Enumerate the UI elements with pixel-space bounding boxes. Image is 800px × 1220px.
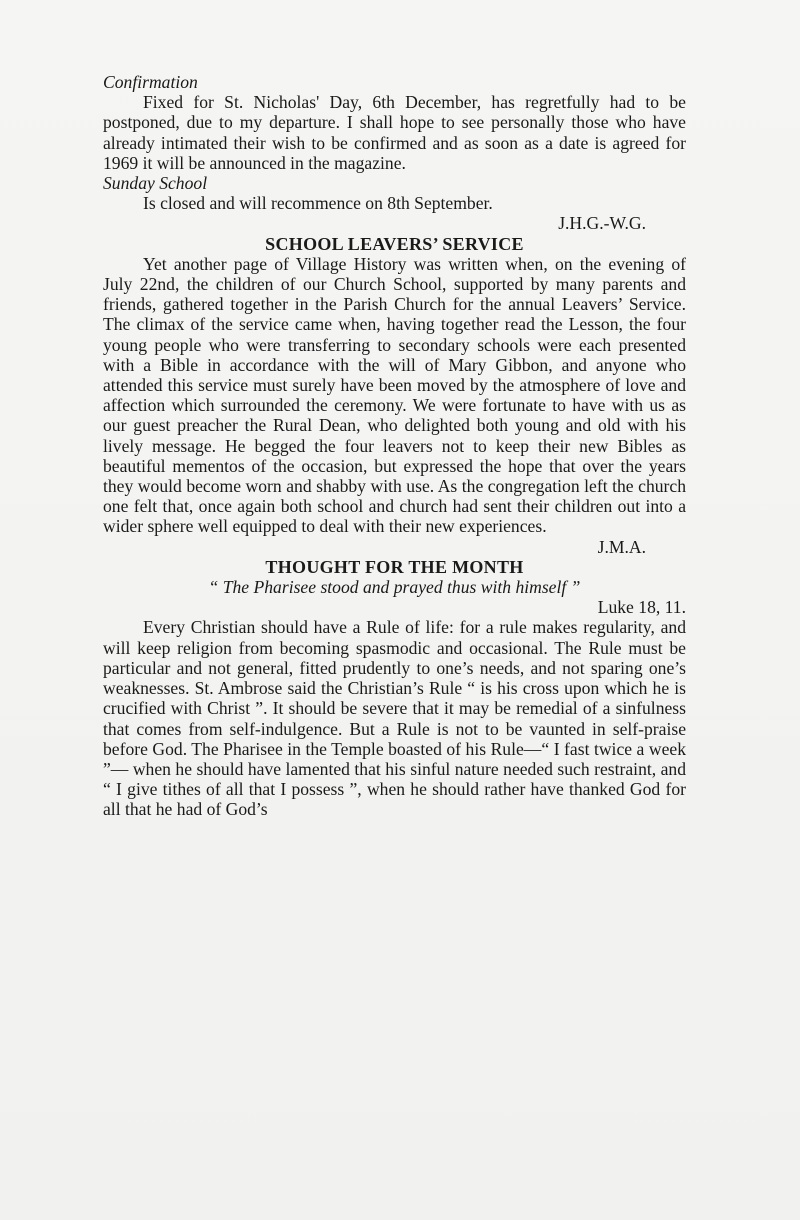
thought-paragraph: Every Christian should have a Rule of life: for a rule makes regularity, and will keep religion from becoming spasmodic and occasional. The Rule must be particular and not general, fitted prudently to one’s needs, and not sparing one’s weaknesses. St. Ambrose said the Christian’s Rule “ is his cross upon which he is crucified with Christ ”. It should be severe that it may be remedial of a sinfulness that comes from self-indulgence. But a Rule is not to be vaunted in self-praise before God. The Pharisee in the Temple boasted of his Rule—“ I fast twice a week ”— when he should have lamented that his sinful nature needed such restraint, and “ I give tithes of all that I possess ”, when he should rather have thanked God for all that he had of God’s xyxy=(103,617,686,820)
thought-quote: “ The Pharisee stood and prayed thus with himself ” xyxy=(208,577,581,598)
sunday-school-heading: Sunday School xyxy=(103,173,208,194)
sunday-school-paragraph: Is closed and will recommence on 8th September. xyxy=(143,193,493,214)
confirmation-paragraph: Fixed for St. Nicholas' Day, 6th December, has regretfully had to be postponed, due to my departure. I shall hope to see personally those who have already intimated their wish to be confirmed and as soon as a date is agreed for 1969 it will be announced in the magazine. xyxy=(103,92,686,173)
thought-title: THOUGHT FOR THE MONTH xyxy=(265,556,524,577)
school-leavers-paragraph: Yet another page of Village History was written when, on the evening of July 22nd, the children of our Church School, supported by many parents and friends, gathered together in the Parish Church for the annual Leavers’ Service. The climax of the service came when, having together read the Lesson, the four young people who were transferring to secondary schools were each presented with a Bible in accordance with the will of Mary Gibbon, and anyone who attended this service must surely have been moved by the atmosphere of love and affection which surrounded the ceremony. We were fortunate to have with us as our guest preacher the Rural Dean, who delighted both young and old with his lively message. He begged the four leavers not to keep their new Bibles as beautiful mementos of the occasion, but expressed the hope that over the years they would become worn and shabby with use. As the congregation left the church one felt that, once again both school and church had sent their children out into a wider sphere well equipped to deal with their new experiences. xyxy=(103,253,686,537)
page-content xyxy=(103,72,686,820)
school-leavers-title: SCHOOL LEAVERS’ SERVICE xyxy=(265,233,524,254)
confirmation-heading: Confirmation xyxy=(103,72,198,92)
thought-reference: Luke 18, 11. xyxy=(597,597,686,618)
sunday-school-signature: J.H.G.-W.G. xyxy=(558,213,646,234)
school-leavers-signature: J.M.A. xyxy=(597,536,646,557)
